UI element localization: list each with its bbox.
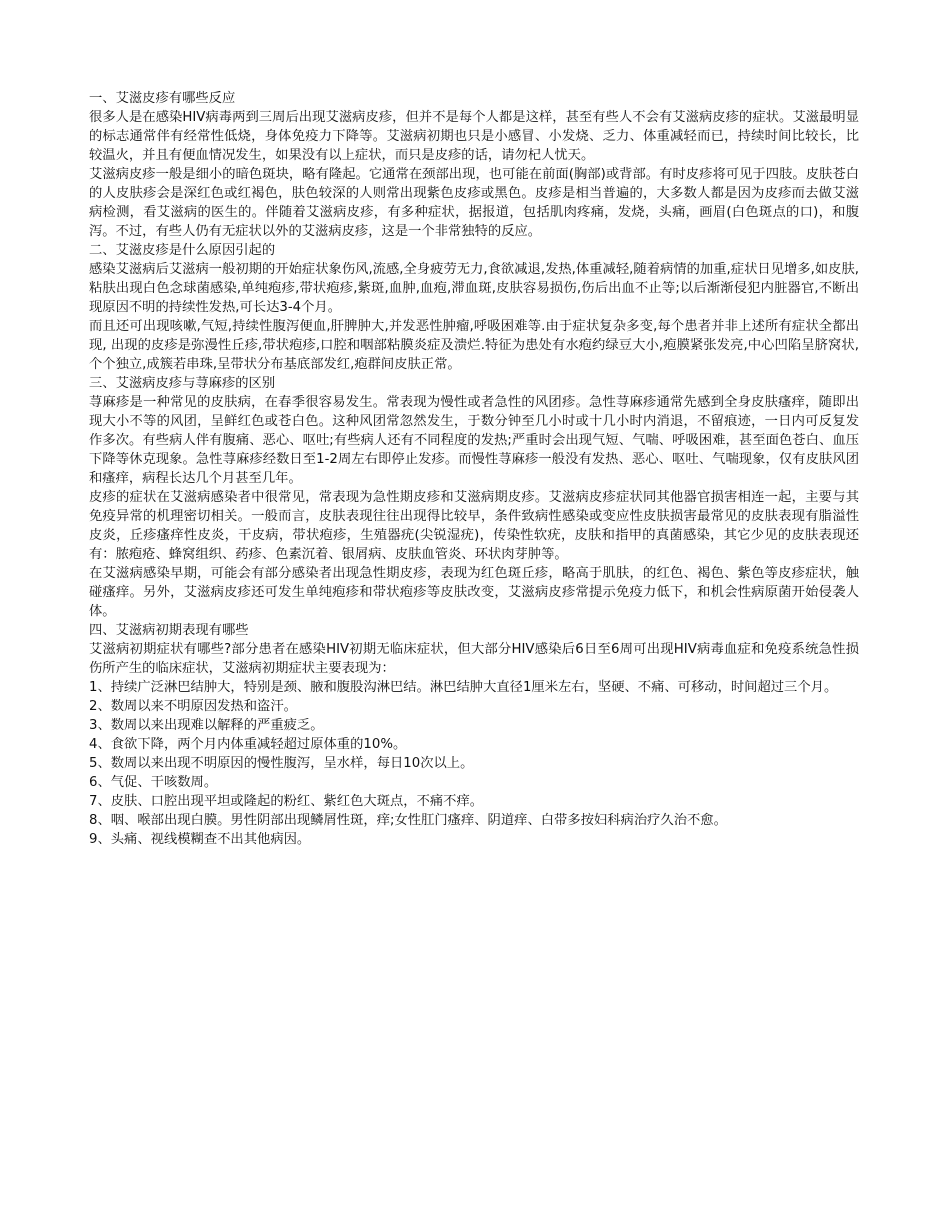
section-heading-1: 一、艾滋皮疹有哪些反应 — [89, 91, 236, 106]
list-item: 6、气促、干咳数周。 — [89, 775, 218, 790]
list-item: 9、头痛、视线模糊查不出其他病因。 — [89, 832, 311, 847]
section-heading-3: 三、艾滋病皮疹与荨麻疹的区别 — [89, 376, 276, 391]
paragraph: 艾滋病初期症状有哪些?部分患者在感染HIV初期无临床症状，但大部分HIV感染后6日至6周可出现HIV病毒血症和免疫系统急性损伤所产生的临床症状，艾滋病初期症状主要表现为： — [89, 642, 859, 676]
list-item: 4、食欲下降，两个月内体重减轻超过原体重的10%。 — [89, 737, 407, 752]
list-item: 3、数周以来出现难以解释的严重疲乏。 — [89, 718, 324, 733]
paragraph: 很多人是在感染HIV病毒两到三周后出现艾滋病皮疹，但并不是每个人都是这样，甚至有些人不会有艾滋病皮疹的症状。艾滋最明显的标志通常伴有经常性低烧，身体免疫力下降等。艾滋病初期也只是小感冒、小发烧、乏力、体重减轻而已，持续时间比较长，比较温火，并且有便血情况发生，如果没有以上症状，而只是皮疹的话，请勿杞人忧天。 — [89, 110, 859, 163]
list-item: 8、咽、喉部出现白膜。男性阴部出现鳞屑性斑，痒;女性肛门瘙痒、阴道痒、白带多按妇科病治疗久治不愈。 — [89, 813, 727, 828]
document-body — [89, 89, 859, 849]
list-item: 7、皮肤、口腔出现平坦或隆起的粉红、紫红色大斑点，不痛不痒。 — [89, 794, 484, 809]
paragraph: 艾滋病皮疹一般是细小的暗色斑块，略有隆起。它通常在颈部出现，也可能在前面(胸部)或背部。有时皮疹将可见于四肢。皮肤苍白的人皮肤疹会是深红色或红褐色，肤色较深的人则常出现紫色皮疹或黑色。皮疹是相当普遍的，大多数人都是因为皮疹而去做艾滋病检测，看艾滋病的医生的。伴随着艾滋病皮疹，有多种症状，据报道，包括肌肉疼痛，发烧，头痛，画眉(白色斑点的口)，和腹泻。不过，有些人仍有无症状以外的艾滋病皮疹，这是一个非常独特的反应。 — [89, 167, 859, 239]
section-heading-4: 四、艾滋病初期表现有哪些 — [89, 623, 249, 638]
list-item: 1、持续广泛淋巴结肿大，特别是颈、腋和腹股沟淋巴结。淋巴结肿大直径1厘米左右，坚硬、不痛、可移动，时间超过三个月。 — [89, 680, 838, 695]
paragraph: 荨麻疹是一种常见的皮肤病，在春季很容易发生。常表现为慢性或者急性的风团疹。急性荨麻疹通常先感到全身皮肤瘙痒，随即出现大小不等的风团，呈鲜红色或苍白色。这种风团常忽然发生，于数分钟至几小时或十几小时内消退，不留痕迹，一日内可反复发作多次。有些病人伴有腹痛、恶心、呕吐;有些病人还有不同程度的发热;严重时会出现气短、气喘、呼吸困难，甚至面色苍白、血压下降等休克现象。急性荨麻疹经数日至1-2周左右即停止发疹。而慢性荨麻疹一般没有发热、恶心、呕吐、气喘现象，仅有皮肤风团和瘙痒，病程长达几个月甚至几年。 — [89, 395, 859, 486]
paragraph: 而且还可出现咳嗽,气短,持续性腹泻便血,肝脾肿大,并发恶性肿瘤,呼吸困难等.由于症状复杂多变,每个患者并非上述所有症状全都出现, 出现的皮疹是弥漫性丘疹,带状疱疹,口腔和咽部粘膜炎症及溃烂.特征为患处有水疱约绿豆大小,疱膜紧张发亮,中心凹陷呈脐窝状,个个独立,成簇若串珠,呈带状分布基底部发红,疱群间皮肤正常。 — [89, 319, 859, 372]
paragraph: 感染艾滋病后艾滋病一般初期的开始症状象伤风,流感,全身疲劳无力,食欲减退,发热,体重减轻,随着病情的加重,症状日见增多,如皮肤,粘肤出现白色念球菌感染,单纯疱疹,带状疱疹,紫斑,血肿,血疱,滞血斑,皮肤容易损伤,伤后出血不止等;以后渐渐侵犯内脏器官,不断出现原因不明的持续性发热,可长达3-4个月。 — [89, 262, 859, 315]
list-item: 2、数周以来不明原因发热和盗汗。 — [89, 699, 297, 714]
paragraph: 在艾滋病感染早期，可能会有部分感染者出现急性期皮疹，表现为红色斑丘疹，略高于肌肤，的红色、褐色、紫色等皮疹症状，触碰瘙痒。另外，艾滋病皮疹还可发生单纯疱疹和带状疱疹等皮肤改变，艾滋病皮疹常提示免疫力低下，和机会性病原菌开始侵袭人体。 — [89, 566, 859, 619]
list-item: 5、数周以来出现不明原因的慢性腹泻，呈水样，每日10次以上。 — [89, 756, 474, 771]
paragraph: 皮疹的症状在艾滋病感染者中很常见，常表现为急性期皮疹和艾滋病期皮疹。艾滋病皮疹症状同其他器官损害相连一起，主要与其免疫异常的机理密切相关。一般而言，皮肤表现往往出现得比较早，条件致病性感染或变应性皮肤损害最常见的皮肤表现有脂溢性皮炎，丘疹瘙痒性皮炎，干皮病，带状疱疹，生殖器疣(尖锐湿疣)，传染性软疣，皮肤和指甲的真菌感染，其它少见的皮肤表现还有：脓疱疮、蜂窝组织、药疹、色素沉着、银屑病、皮肤血管炎、环状肉芽肿等。 — [89, 490, 859, 562]
section-heading-2: 二、艾滋皮疹是什么原因引起的 — [89, 243, 276, 258]
